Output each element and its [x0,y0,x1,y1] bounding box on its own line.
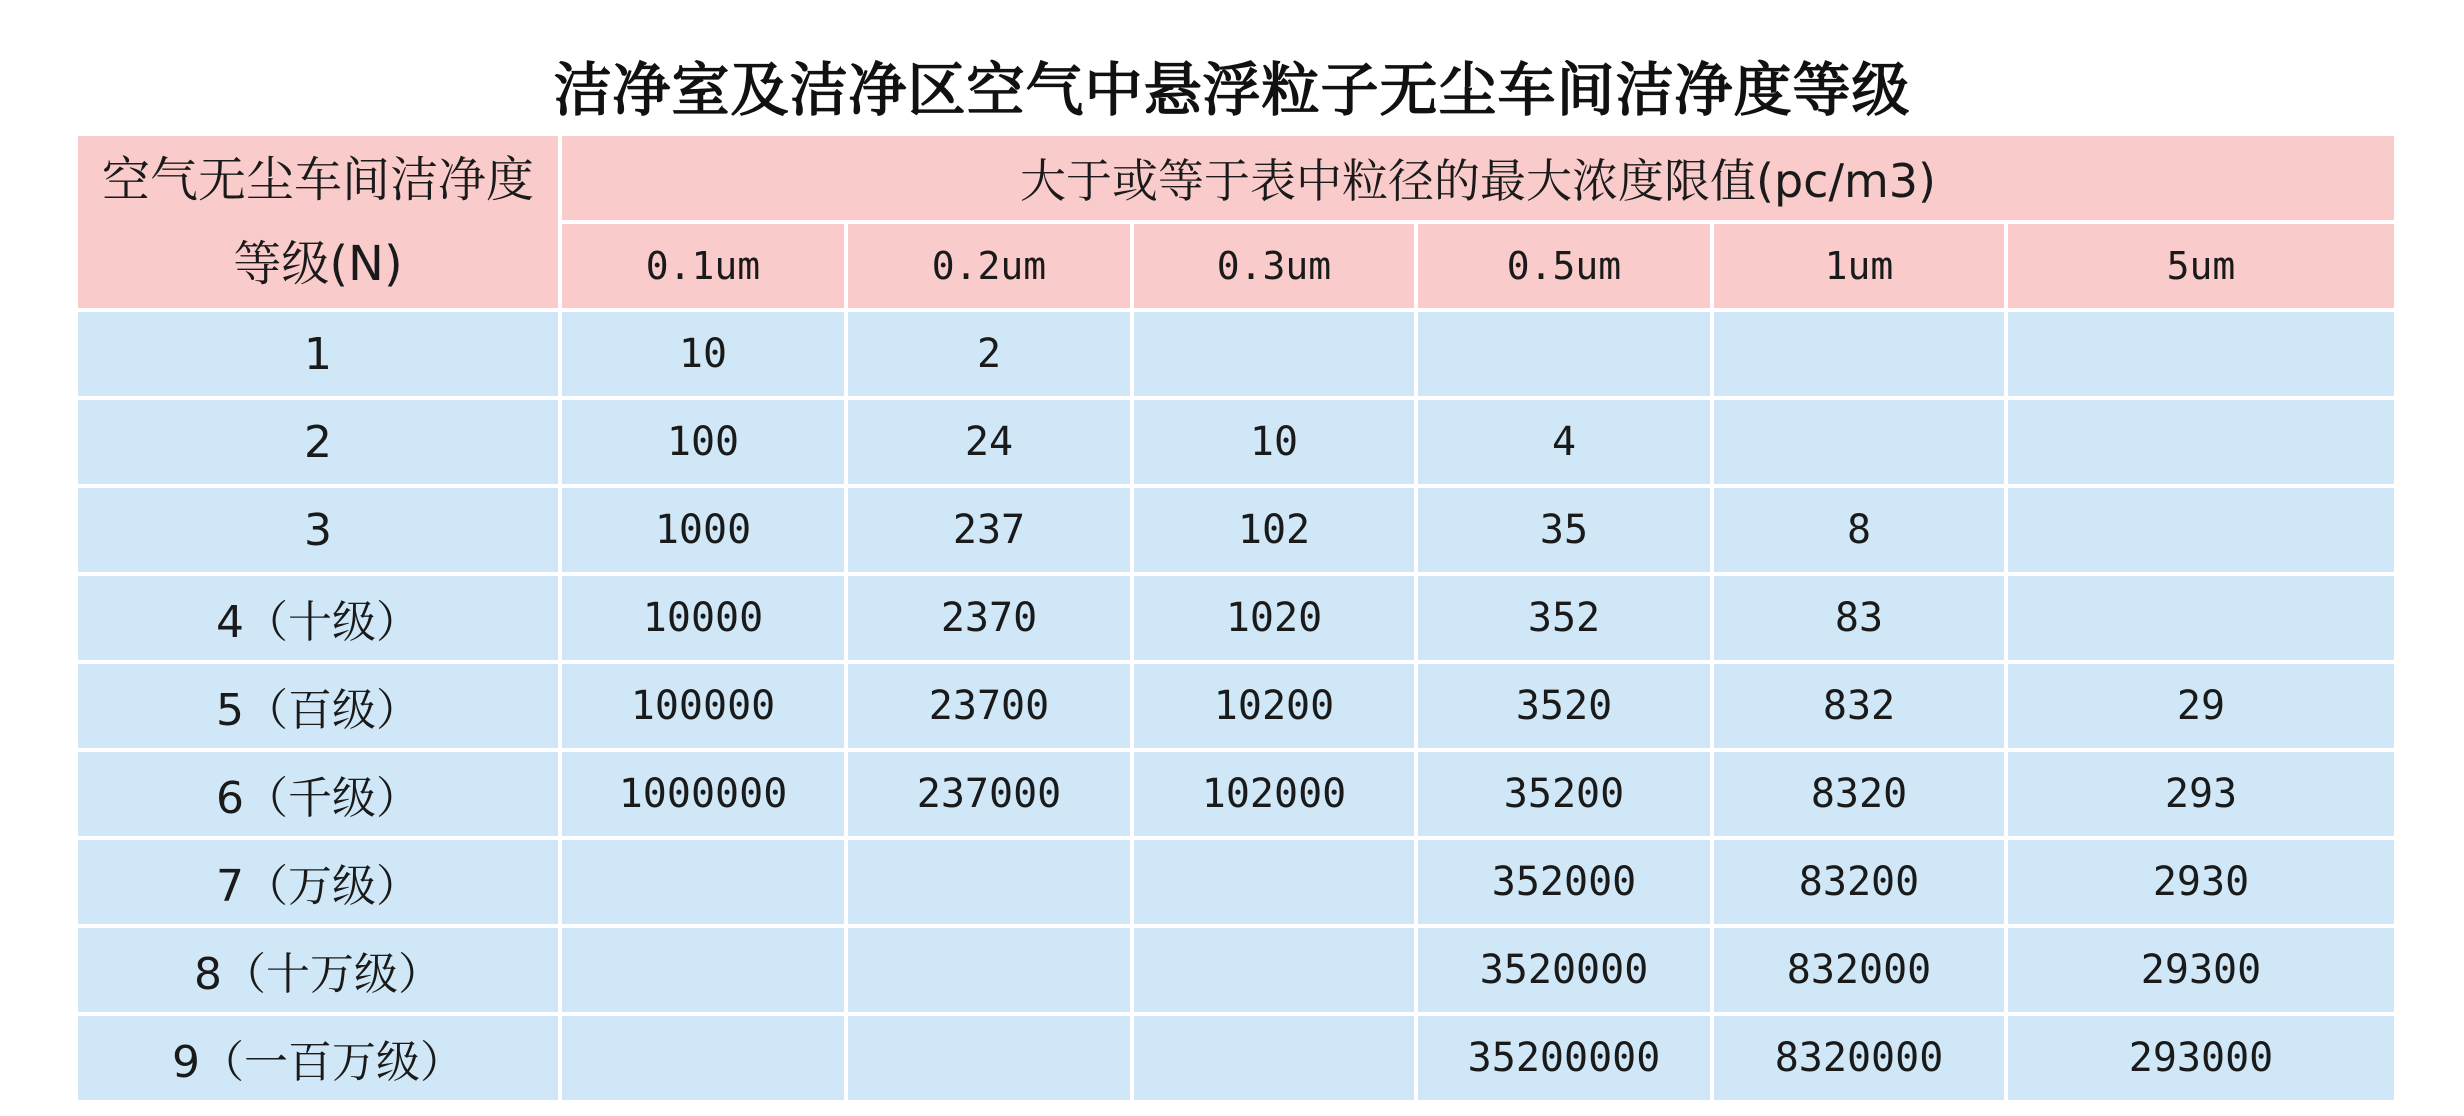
particle-size-header: 1um [1714,224,2004,308]
value-cell: 24 [848,400,1130,484]
value-cell: 102 [1134,488,1414,572]
value-cell: 2 [848,312,1130,396]
value-cell [1134,840,1414,924]
value-cell [1418,312,1710,396]
particle-size-header: 5um [2008,224,2394,308]
grade-cell: 2 [78,400,558,484]
value-cell: 10200 [1134,664,1414,748]
value-cell: 1000 [562,488,844,572]
value-cell: 3520 [1418,664,1710,748]
particle-size-header: 0.5um [1418,224,1710,308]
grade-cell: 9（一百万级） [78,1016,558,1100]
value-cell: 2930 [2008,840,2394,924]
value-cell: 237000 [848,752,1130,836]
value-cell: 10000 [562,576,844,660]
concentration-limit-header: 大于或等于表中粒径的最大浓度限值(pc/m3) [562,136,2394,220]
grade-column-header [78,136,558,308]
value-cell [1134,312,1414,396]
value-cell: 3520000 [1418,928,1710,1012]
grade-cell: 3 [78,488,558,572]
page-title: 洁净室及洁净区空气中悬浮粒子无尘车间洁净度等级 [553,56,1911,124]
value-cell: 1020 [1134,576,1414,660]
grade-cell: 7（万级） [78,840,558,924]
value-cell: 237 [848,488,1130,572]
value-cell: 352 [1418,576,1710,660]
grade-header-line-2: 等级(N) [233,236,403,292]
value-cell [848,1016,1130,1100]
value-cell [848,928,1130,1012]
value-cell: 102000 [1134,752,1414,836]
value-cell: 293000 [2008,1016,2394,1100]
grade-header-line-1: 空气无尘车间洁净度 [101,152,534,208]
grade-cell: 1 [78,312,558,396]
value-cell: 8320000 [1714,1016,2004,1100]
value-cell [562,840,844,924]
value-cell: 832 [1714,664,2004,748]
value-cell [562,1016,844,1100]
grade-cell: 4（十级） [78,576,558,660]
value-cell [1134,1016,1414,1100]
value-cell: 29 [2008,664,2394,748]
value-cell: 1000000 [562,752,844,836]
value-cell: 2370 [848,576,1130,660]
value-cell: 293 [2008,752,2394,836]
value-cell: 4 [1418,400,1710,484]
value-cell: 8320 [1714,752,2004,836]
cleanliness-class-table [78,136,2380,1088]
value-cell [2008,488,2394,572]
value-cell: 83 [1714,576,2004,660]
particle-size-header: 0.3um [1134,224,1414,308]
value-cell: 352000 [1418,840,1710,924]
value-cell [1714,312,2004,396]
value-cell [848,840,1130,924]
value-cell: 23700 [848,664,1130,748]
grade-cell: 6（千级） [78,752,558,836]
value-cell: 35 [1418,488,1710,572]
grade-cell: 8（十万级） [78,928,558,1012]
particle-size-header: 0.2um [848,224,1130,308]
grade-cell: 5（百级） [78,664,558,748]
value-cell [1714,400,2004,484]
value-cell [562,928,844,1012]
value-cell [2008,400,2394,484]
value-cell: 10 [1134,400,1414,484]
value-cell [2008,312,2394,396]
value-cell: 83200 [1714,840,2004,924]
value-cell: 100000 [562,664,844,748]
value-cell: 35200 [1418,752,1710,836]
value-cell: 35200000 [1418,1016,1710,1100]
value-cell: 832000 [1714,928,2004,1012]
value-cell: 10 [562,312,844,396]
value-cell: 29300 [2008,928,2394,1012]
particle-size-header: 0.1um [562,224,844,308]
value-cell: 8 [1714,488,2004,572]
value-cell: 100 [562,400,844,484]
value-cell [1134,928,1414,1012]
value-cell [2008,576,2394,660]
